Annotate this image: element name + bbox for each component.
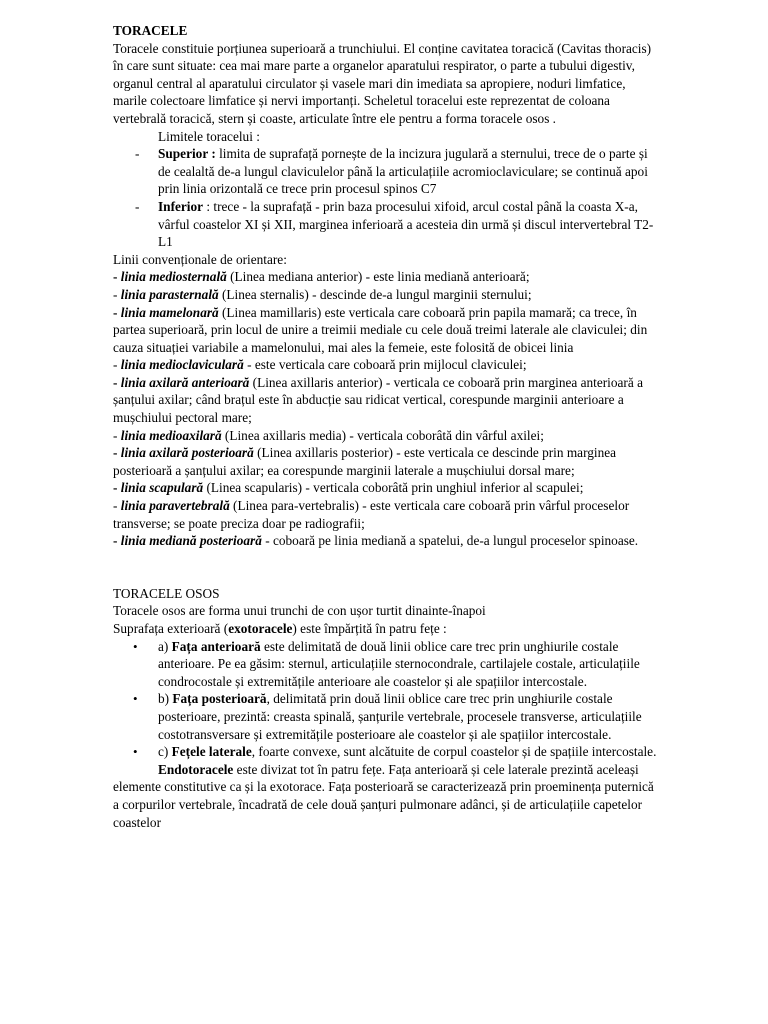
bullet-icon: • — [133, 691, 138, 707]
orientation-line-item — [113, 304, 658, 357]
face-term: Fețele laterale — [171, 744, 252, 760]
limit-term: Inferior — [158, 198, 204, 214]
face-term: Fața posterioară — [172, 691, 267, 707]
orientation-line-item — [113, 532, 658, 550]
face-text: este delimitată de două linii oblice care trec prin unghiurile costale anterioare. Pe ea găsim: sternul, articulațiile sternocondrale, cartilajele costale, articulațiile condrocostale și extremitățile anterioare ale coastelor și ale spațiilor intercostale. — [158, 638, 640, 689]
orientation-line-item — [113, 286, 658, 304]
line-term-text: linia medioclaviculară — [120, 357, 244, 373]
line-prefix: - — [113, 357, 121, 373]
line-text: - coboară pe linia mediană a spatelui, de-a lungul proceselor spinoase. — [261, 533, 639, 549]
line-term — [121, 480, 203, 495]
orientation-line-item — [113, 497, 658, 532]
orientation-lines-list — [113, 268, 658, 550]
line-prefix: - — [113, 269, 121, 285]
orientation-line-item — [113, 427, 658, 445]
line-text: - este verticala care coboară prin mijlocul claviculei; — [243, 357, 527, 373]
face-letter: b) — [158, 691, 173, 707]
orientation-line-item — [113, 356, 658, 374]
line-prefix: - — [113, 533, 121, 549]
face-term: Fața anterioară — [171, 638, 261, 654]
limits-heading: Limitele toracelui : — [158, 128, 260, 144]
limit-item-inferior — [113, 198, 658, 251]
endotorace-paragraph — [113, 761, 658, 831]
section-title-toracele-osos: TORACELE OSOS — [113, 585, 220, 601]
exo-post: ) este împărțită în patru fețe : — [292, 621, 447, 636]
line-prefix: - — [113, 286, 121, 302]
line-term-text: linia mediosternală — [120, 269, 227, 285]
line-prefix: - — [113, 374, 121, 390]
line-term-text: linia paravertebrală — [120, 498, 230, 514]
line-term — [121, 533, 262, 548]
dash-marker: - — [135, 198, 140, 214]
line-term-text: linia mediană posterioară — [120, 533, 262, 549]
line-term-text: linia parasternală — [120, 286, 219, 302]
dash-marker: - — [135, 146, 140, 162]
limit-item-superior — [113, 145, 658, 198]
line-term-text: linia axilară anterioară — [120, 374, 250, 390]
face-letter: a) — [158, 638, 172, 654]
orientation-heading: Linii convenționale de orientare: — [113, 251, 287, 267]
section-intro: Toracele osos are forma unui trunchi de con ușor turtit dinainte-înapoi — [113, 603, 486, 619]
page-title: TORACELE — [113, 23, 188, 38]
face-item-lateral — [113, 743, 658, 761]
line-term — [121, 445, 254, 460]
exo-pre: Suprafața exterioară ( — [113, 621, 229, 636]
endo-text: este divizat tot în patru fețe. Fața anterioară și cele laterale prezintă aceleași elemente constitutive ca și la exotorace. Fața posterioară se caracterizează prin proeminența puternică a corpurilor vertebrale, încadrată de cele două șanțuri pulmonare adânci, și de articulațiile capetelor coastelor — [113, 761, 654, 830]
bullet-icon: • — [133, 744, 138, 760]
face-text: , foarte convexe, sunt alcătuite de corpul coastelor și de spațiile intercostale. — [251, 744, 657, 760]
endo-term: Endotoracele — [158, 761, 234, 777]
line-prefix: - — [113, 480, 121, 496]
line-prefix: - — [113, 304, 121, 320]
bullet-icon: • — [133, 638, 138, 654]
line-prefix: - — [113, 498, 121, 514]
line-text: (Linea scapularis) - verticala coborâtă prin unghiul inferior al scapulei; — [203, 480, 584, 496]
face-item-posterior — [113, 690, 658, 743]
line-text: (Linea axillaris posterior) - este verticala ce descinde prin marginea posterioară a șanțului axilar; ea corespunde marginii laterale a mușchiului dorsal mare; — [113, 445, 617, 478]
line-term-text: linia medioaxilară — [120, 427, 222, 443]
line-term — [121, 305, 219, 320]
intro-paragraph: Toracele constituie porțiunea superioară a trunchiului. El conține cavitatea toracică (Cavitas thoracis) în care sunt situate: cea mai mare parte a organelor aparatului respirator, o parte a tubului digestiv, organul central al aparatului circulator și vasele mari din imediata sa apropiere, noduri limfatice, marile colectoare limfatice și nervi importanți. Scheletul toracelui este reprezentat de coloana vertebrală toracică, stern și coaste, articulate între ele pentru a forma toracele osos . — [113, 40, 652, 126]
line-term — [121, 269, 227, 284]
orientation-line-item — [113, 479, 658, 497]
orientation-line-item — [113, 444, 658, 479]
line-term — [121, 498, 230, 513]
limit-text: limita de suprafață pornește de la incizura jugulară a sternului, trece de o parte și de cealaltă de-a lungul claviculelor până la articulațiile acromioclaviculare; se continuă apoi prin linia orizontală ce trece prin procesul spinos C7 — [158, 146, 648, 197]
face-item-anterior — [113, 638, 658, 691]
section-spacer — [113, 550, 658, 585]
exo-term: exotoracele — [228, 621, 293, 636]
line-text: (Linea sternalis) - descinde de-a lungul marginii sternului; — [218, 286, 532, 302]
line-term — [121, 428, 222, 443]
orientation-line-item — [113, 374, 658, 427]
line-text: (Linea axillaris anterior) - verticala ce coboară prin marginea anterioară a șanțului axilar; când brațul este în abducție sau ridicat vertical, corespunde marginii anterioare a mușchiului pectoral mare; — [113, 374, 643, 426]
line-term-text: linia mamelonară — [120, 304, 219, 320]
orientation-line-item — [113, 268, 658, 286]
limit-term: Superior : — [158, 146, 216, 162]
line-term-text: linia scapulară — [120, 480, 204, 496]
line-text: (Linea axillaris media) - verticala coborâtă din vârful axilei; — [221, 427, 544, 443]
line-prefix: - — [113, 445, 121, 461]
line-term — [121, 287, 219, 302]
exotorace-paragraph — [113, 620, 658, 638]
line-text: (Linea mediana anterior) - este linia mediană anterioară; — [226, 269, 530, 285]
limit-text: : trece - la suprafață - prin baza procesului xifoid, arcul costal până la coasta X-a, vârful coastelor XI și XII, marginea inferioară a acesteia din urmă și discul intervertebral T2-L1 — [158, 198, 654, 250]
line-text: (Linea mamillaris) este verticala care coboară prin papila mamară; ca trece, în partea superioară, prin locul de unire a treimii mediale cu cele două treimi laterale ale claviculei; din cauza situației variabile a mamelonului, mai ales la femeie, este folosită de obicei linia — [113, 304, 648, 355]
face-letter: c) — [158, 744, 172, 760]
line-term — [121, 375, 250, 390]
line-term-text: linia axilară posterioară — [120, 445, 254, 461]
line-term — [121, 357, 244, 372]
line-text: (Linea para-vertebralis) - este verticala care coboară prin vârful proceselor transverse; se poate preciza doar pe radiografii; — [113, 498, 630, 531]
face-text: , delimitată prin două linii oblice care trec prin unghiurile costale posterioare, prezintă: creasta spinală, șanțurile vertebrale, procesele transverse, articulațiile costotransversare și extremitățile posterioare ale coastelor și ale spațiilor intercostale. — [158, 691, 642, 742]
document-content — [113, 22, 658, 831]
line-prefix: - — [113, 427, 121, 443]
